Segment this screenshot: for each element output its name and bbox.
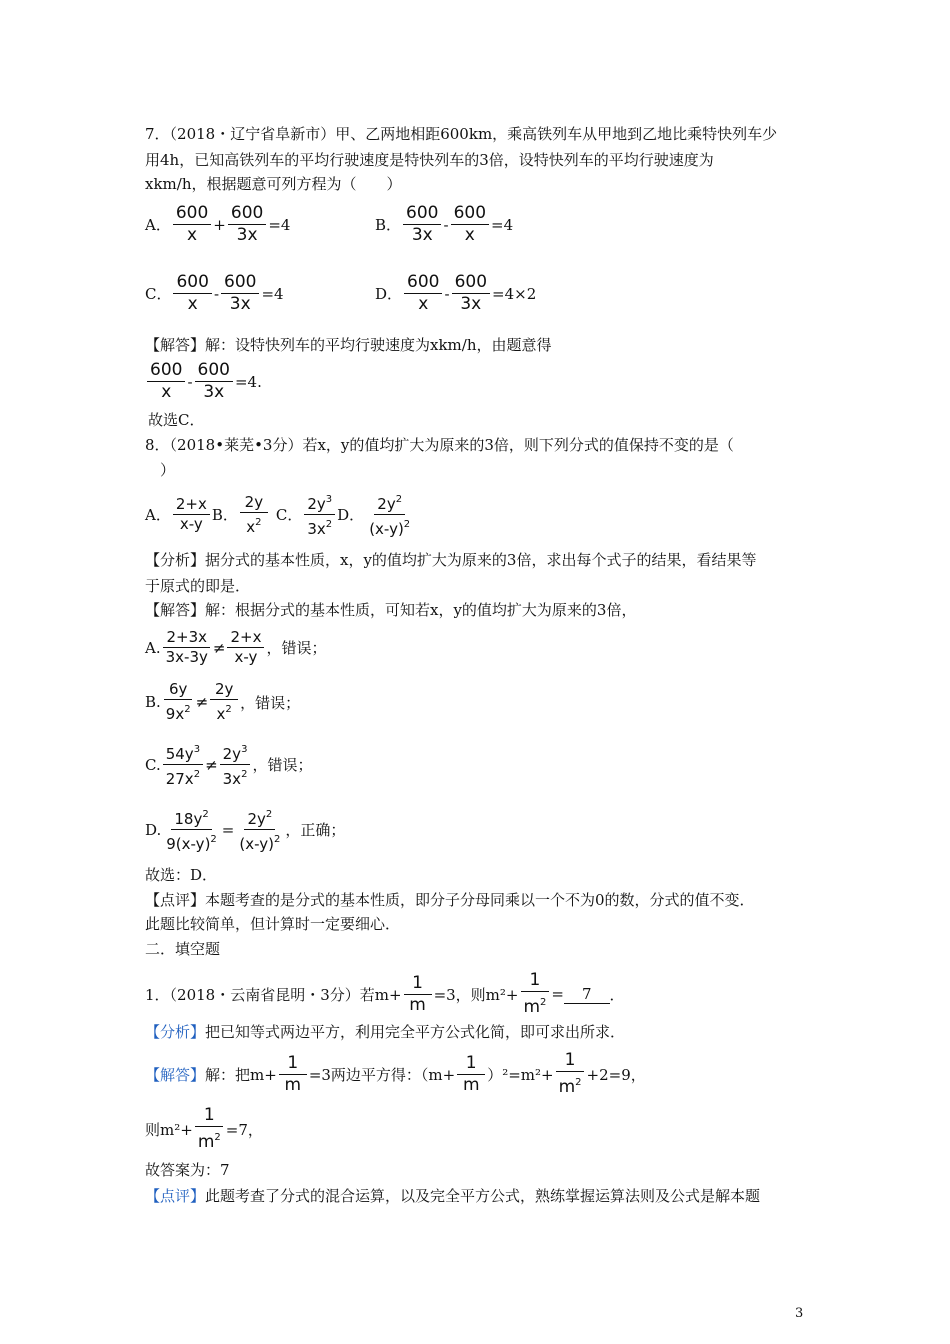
fraction: $\frac{1}{m^2}$: [556, 1050, 585, 1098]
fraction: $\frac{600}{3x}$: [195, 360, 233, 403]
f1-question: 1．（2018・云南省昆明・3分）若m+ $\frac{1}{m}$ =3，则m²+ $\frac{1}{m^2}$ = 7 ．: [145, 970, 625, 1017]
q8-line-c: C. $\frac{54y^3}{27x^2}$ ≠ $\frac{2y^3}{3x^2}$ ，错误；: [145, 740, 312, 789]
q7-option-d: D． $\frac{600}{x}$ - $\frac{600}{3x}$ =4×2: [375, 272, 537, 314]
q7-line3: xkm/h，根据题意可列方程为（ ）: [145, 175, 402, 193]
q7-option-b: B． $\frac{600}{3x}$ - $\frac{600}{x}$ =4: [375, 203, 514, 245]
fraction: $\frac{2+x}{x-y}$: [173, 495, 210, 534]
fraction: $\frac{600}{3x}$: [221, 272, 259, 315]
fraction: $\frac{2y}{x^2}$: [210, 680, 238, 724]
q8-analysis-1: 【分析】据分式的基本性质，x，y的值均扩大为原来的3倍，求出每个式子的结果，看结果等: [145, 551, 757, 569]
q8-analysis-2: 于原式的即是．: [145, 577, 251, 595]
fraction: $\frac{600}{x}$: [451, 203, 489, 246]
fraction: $\frac{600}{x}$: [147, 360, 185, 403]
fraction: $\frac{600}{3x}$: [228, 203, 266, 246]
analysis-tag: 【分析】: [145, 1023, 206, 1041]
f1-comment: 【点评】此题考查了分式的混合运算，以及完全平方公式，熟练掌握运算法则及公式是解本题: [145, 1187, 761, 1205]
q8-line2: ）: [160, 461, 176, 479]
f1-final: 故答案为：7: [145, 1161, 230, 1179]
answer-blank: 7: [564, 985, 610, 1004]
q7-answer-head: 【解答】解：设特快列车的平均行驶速度为xkm/h，由题意得: [145, 336, 552, 354]
fraction: $\frac{600}{3x}$: [403, 203, 441, 246]
f1-analysis: 【分析】把已知等式两边平方，利用完全平方公式化简，即可求出所求．: [145, 1023, 626, 1041]
q8-answer-head: 【解答】解：根据分式的基本性质，可知若x，y的值均扩大为原来的3倍，: [145, 601, 637, 619]
fraction: $\frac{2y}{x^2}$: [240, 493, 268, 537]
fraction: $\frac{2y^3}{3x^2}$: [304, 490, 335, 539]
fraction: $\frac{2+3x}{3x-3y}$: [163, 628, 211, 667]
fraction: $\frac{2y^2}{(x-y)^2}$: [236, 805, 283, 854]
q7-choose: 故选C．: [148, 411, 205, 429]
comment-tag: 【点评】: [145, 1187, 206, 1205]
fraction: $\frac{6y}{9x^2}$: [165, 680, 191, 723]
q8-choose: 故选：D．: [145, 866, 218, 884]
q8-line-b: B. $\frac{6y}{9x^2}$ ≠ $\frac{2y}{x^2}$ ，错误；: [145, 680, 301, 723]
fraction: $\frac{54y^3}{27x^2}$: [163, 740, 203, 789]
fraction: $\frac{18y^2}{9(x-y)^2}$: [163, 805, 220, 854]
fraction: $\frac{1}{m^2}$: [195, 1105, 224, 1153]
answer-tag: 【解答】: [145, 1065, 206, 1084]
q8-line-a: A. $\frac{2+3x}{3x-3y}$ ≠ $\frac{2+x}{x-y}$ ，错误；: [145, 628, 327, 666]
fraction: $\frac{1}{m}$: [279, 1053, 307, 1096]
fraction: $\frac{600}{x}$: [404, 272, 442, 315]
fraction: $\frac{2+x}{x-y}$: [227, 628, 264, 667]
q7-line1: 7．（2018・辽宁省阜新市）甲、乙两地相距600km，乘高铁列车从甲地到乙地比乘特快列车少: [145, 125, 778, 143]
q8-line1: 8．（2018•莱芜•3分）若x，y的值均扩大为原来的3倍，则下列分式的值保持不变的是（: [145, 436, 734, 454]
section-title: 二．填空题: [145, 940, 221, 958]
q7-line2: 用4h，已知高铁列车的平均行驶速度是特快列车的3倍，设特快列车的平均行驶速度为: [145, 151, 714, 169]
q8-comment-2: 此题比较简单，但计算时一定要细心．: [145, 915, 401, 933]
fraction: $\frac{600}{x}$: [173, 203, 211, 246]
fraction: $\frac{1}{m^2}$: [520, 970, 549, 1018]
q7-option-a: A． $\frac{600}{x}$ + $\frac{600}{3x}$ =4: [145, 203, 291, 245]
fraction: $\frac{2y^3}{3x^2}$: [220, 740, 251, 789]
q7-option-c: C． $\frac{600}{x}$ - $\frac{600}{3x}$ =4: [145, 272, 284, 314]
q8-comment-1: 【点评】本题考查的是分式的基本性质，即分子分母同乘以一个不为0的数，分式的值不变．: [145, 891, 755, 909]
q8-options: A． $\frac{2+x}{x-y}$ B． $\frac{2y}{x^2}$ C． $\frac{2y^3}{3x^2}$ D． $\frac{2y^2}{(x-y)^2}$: [145, 490, 415, 539]
fraction: $\frac{1}{m}$: [457, 1053, 485, 1096]
f1-then: 则m²+ $\frac{1}{m^2}$ =7，: [145, 1105, 263, 1152]
q7-equation: $\frac{600}{x}$ - $\frac{600}{3x}$ =4.: [145, 360, 262, 403]
fraction: $\frac{600}{3x}$: [452, 272, 490, 315]
f1-answer: 【解答】 解：把m+ $\frac{1}{m}$ =3两边平方得：（m+ $\frac{1}{m}$ ）²=m²+ $\frac{1}{m^2}$ +2=9，: [145, 1050, 646, 1097]
fraction: $\frac{2y^2}{(x-y)^2}$: [366, 490, 413, 539]
fraction: $\frac{600}{x}$: [173, 272, 211, 315]
q8-line-d: D. $\frac{18y^2}{9(x-y)^2}$ = $\frac{2y^2}{(x-y)^2}$ ，正确；: [145, 805, 345, 854]
fraction: $\frac{1}{m}$: [404, 973, 432, 1016]
page-number: 3: [795, 1306, 804, 1321]
